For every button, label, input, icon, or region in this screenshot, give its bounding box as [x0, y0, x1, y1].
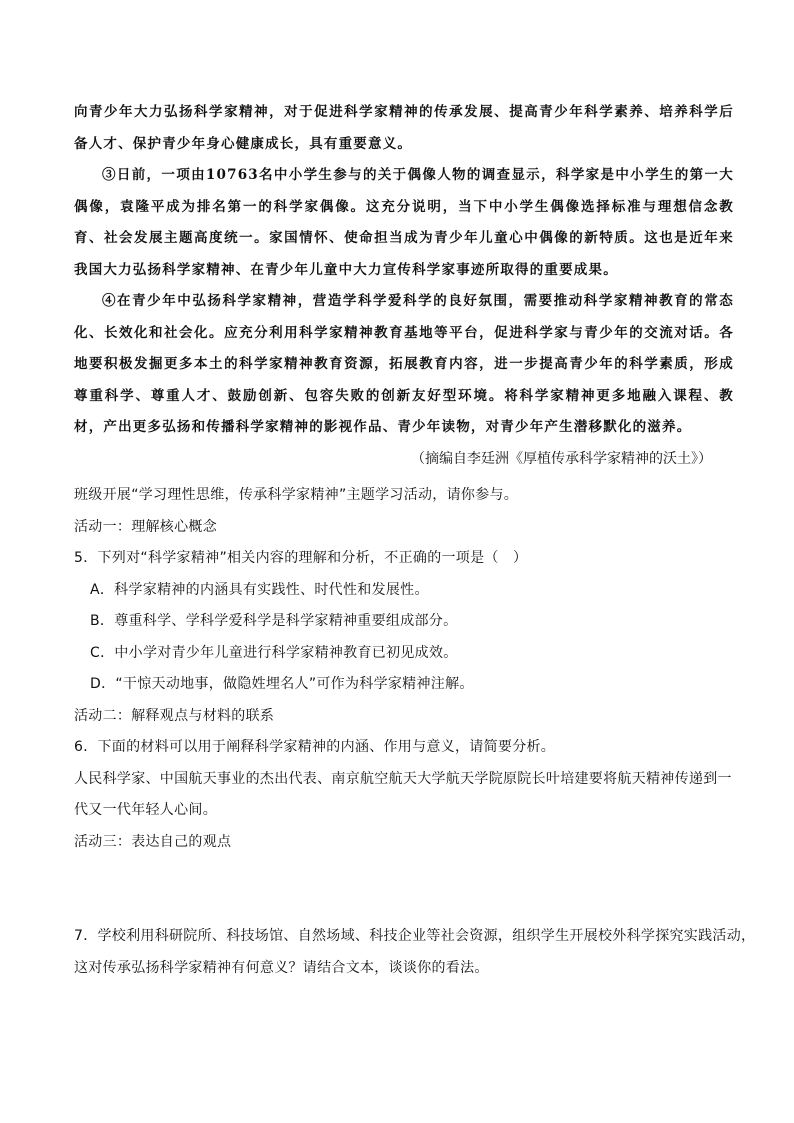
- question-7-stem-line-1: 7．学校利用科研院所、科技场馆、自然场域、科技企业等社会资源，组织学生开展校外科学探究实践活动，: [74, 928, 756, 944]
- question-section: [74, 480, 756, 984]
- question-5-option-c: C．中小学对青少年儿童进行科学家精神教育已初见成效。: [90, 644, 458, 661]
- activity-1-heading: 活动一：理解核心概念: [74, 518, 217, 535]
- activity-3-heading: 活动三：表达自己的观点: [74, 833, 232, 850]
- passage-paragraph-3: ③日前，一项由10763名中小学生参与的关于偶像人物的调查显示，科学家是中小学生的第一大偶像，袁隆平成为排名第一的科学家偶像。这充分说明，当下中小学生偶像选择标准与理想信念教育、社会发展主题高度统一。家国情怀、使命担当成为青少年儿童心中偶像的新特质。这也是近年来我国大力弘扬科学家精神、在青少年儿童中大力宣传科学家事迹所取得的重要成果。: [74, 167, 734, 278]
- question-6-material-line-1: 人民科学家、中国航天事业的杰出代表、南京航空航天大学航天学院原院长叶培建要将航天精神传递到一: [74, 770, 732, 787]
- reading-passage: [74, 97, 734, 475]
- question-6-material-line-2: 代又一代年轻人心间。: [74, 802, 217, 818]
- passage-source: （摘编自李廷洲《厚植传承科学家精神的沃土》）: [411, 450, 712, 467]
- question-5-option-b: B．尊重科学、学科学爱科学是科学家精神重要组成部分。: [90, 613, 458, 629]
- question-5-option-d: D．“干惊天动地事，做隐姓埋名人”可作为科学家精神注解。: [90, 676, 474, 692]
- activity-2-heading: 活动二：解释观点与材料的联系: [74, 707, 275, 724]
- question-7-stem-line-2: 这对传承弘扬科学家精神有何意义？请结合文本，谈谈你的看法。: [74, 959, 489, 976]
- question-5-option-a: A．科学家精神的内涵具有实践性、时代性和发展性。: [90, 581, 429, 598]
- passage-paragraph-4: ④在青少年中弘扬科学家精神，营造学科学爱科学的良好氛围，需要推动科学家精神教育的常态化、长效化和社会化。应充分利用科学家精神教育基地等平台，促进科学家与青少年的交流对话。各地要积极发掘更多本土的科学家精神教育资源，拓展教育内容，进一步提高青少年的科学素质，形成尊重科学、尊重人才、鼓励创新、包容失败的创新友好型环境。将科学家精神更多地融入课程、教材，产出更多弘扬和传播科学家精神的影视作品、青少年读物，对青少年产生潜移默化的滋养。: [74, 293, 734, 435]
- question-5-stem: 5．下列对“科学家精神”相关内容的理解和分析，不正确的一项是（ ）: [74, 550, 528, 566]
- answer-space: [74, 858, 734, 921]
- passage-paragraph-continued: 向青少年大力弘扬科学家精神，对于促进科学家精神的传承发展、提高青少年科学素养、培养科学后备人才、保护青少年身心健康成长，具有重要意义。: [74, 104, 734, 152]
- activity-intro: 班级开展“学习理性思维，传承科学家精神”主题学习活动，请你参与。: [74, 487, 519, 503]
- question-6-stem: 6．下面的材料可以用于阐释科学家精神的内涵、作用与意义，请简要分析。: [74, 739, 556, 755]
